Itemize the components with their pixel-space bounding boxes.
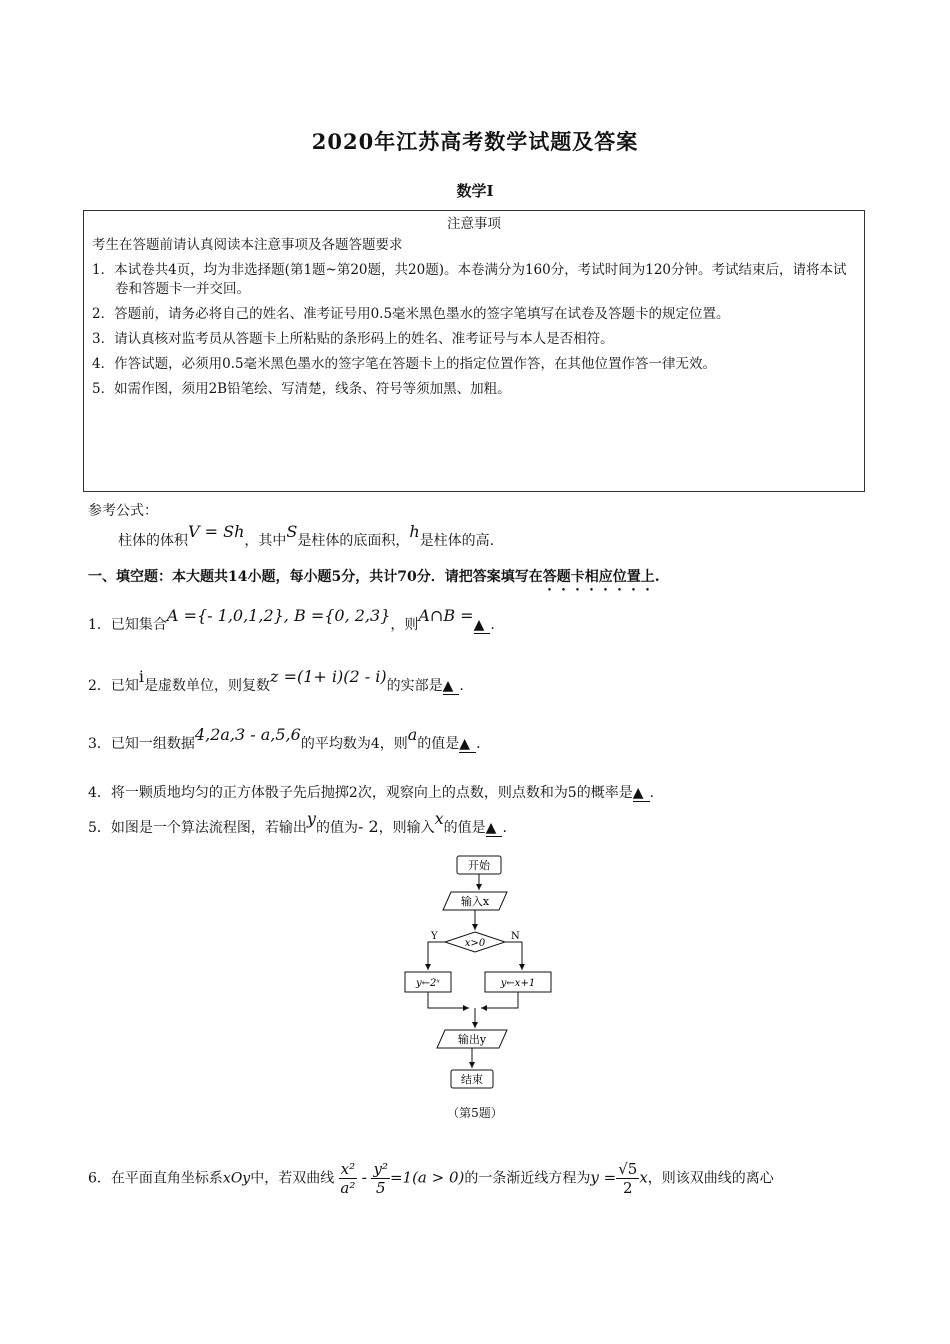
q6-frac2-den: 5: [375, 1179, 386, 1197]
question-3: [88, 725, 481, 753]
q1-blank[interactable]: ▲: [474, 617, 491, 634]
q2-pre: 2．已知: [88, 678, 139, 694]
notice-heading: 注意事项: [447, 216, 501, 232]
q4-text: 4．将一颗质地均匀的正方体骰子先后抛掷2次，观察向上的点数，则点数和为5的概率是: [88, 785, 633, 801]
q1-math2: A∩B =: [418, 606, 474, 625]
q2-i-symbol: i: [138, 667, 145, 686]
q6-y-eq: y =: [590, 1168, 617, 1187]
question-1: [88, 606, 495, 634]
q6-mid: 中，若双曲线: [250, 1170, 335, 1187]
notice-list: [84, 261, 864, 399]
q2-post: 的实部是: [386, 678, 443, 694]
q2-end: .: [459, 678, 464, 694]
flow-no-label: N: [511, 931, 520, 942]
formula-line: [118, 522, 495, 550]
question-6: [88, 1160, 774, 1197]
formula-s-symbol: S: [286, 522, 298, 541]
notice-item: 5．如需作图，须用2B铅笔绘、写清楚，线条、符号等须加黑、加粗。: [92, 381, 511, 397]
q3-a-symbol: a: [407, 725, 418, 744]
flow-input-label: 输入x: [460, 895, 490, 908]
q6-eq: =1(a > 0): [389, 1168, 465, 1187]
formula-mid1: ，其中: [244, 533, 287, 549]
notice-item: 4．作答试题，必须用0.5毫米黑色墨水的签字笔在答题卡上的指定位置作答，在其他位置作答一律无效。: [92, 356, 717, 372]
q2-mid: 是虚数单位，则复数: [144, 678, 271, 694]
flow-decision-label: x>0: [464, 938, 486, 949]
q6-fraction-y: [371, 1160, 390, 1197]
q6-frac2-num: y²: [373, 1160, 388, 1178]
q3-blank[interactable]: ▲: [459, 736, 476, 753]
formula-pre: 柱体的体积: [118, 533, 188, 549]
notice-box: [83, 210, 865, 492]
q6-mid2: 的一条渐近线方程为: [464, 1170, 591, 1187]
algorithm-flowchart: [395, 850, 565, 1095]
q3-mid: 的平均数为4，则: [300, 736, 408, 752]
q6-frac3-num: √5: [618, 1160, 638, 1178]
q6-pre: 6．在平面直角坐标系: [88, 1170, 223, 1187]
q4-blank[interactable]: ▲: [633, 785, 650, 802]
question-2: [88, 667, 464, 695]
q3-pre: 3．已知一组数据: [88, 736, 195, 752]
q3-post: 的值是: [417, 736, 460, 752]
q1-end: .: [490, 617, 495, 633]
q5-pre: 5．如图是一个算法流程图，若输出: [88, 820, 307, 836]
page-subtitle: 数学Ⅰ: [456, 182, 494, 200]
q2-blank[interactable]: ▲: [443, 678, 460, 695]
flow-output-label: 输出y: [457, 1033, 487, 1046]
q6-fraction-sqrt: [616, 1160, 639, 1197]
q6-minus: -: [361, 1167, 368, 1187]
q5-end: .: [502, 820, 507, 836]
q1-pre: 1．已知集合: [88, 617, 167, 633]
notice-item: 3．请认真核对监考员从答题卡上所粘贴的条形码上的姓名、准考证号与本人是否相符。: [92, 331, 614, 347]
formula-h-symbol: h: [409, 522, 420, 541]
q6-coord: xOy: [222, 1170, 251, 1187]
section-head-text: 一、填空题：本大题共14小题，每小题5分，共计70分．请把答案填写在: [88, 569, 543, 585]
q5-value: - 2: [357, 817, 379, 836]
flow-end-label: 结束: [461, 1073, 483, 1086]
flow-yes-label: Y: [431, 931, 438, 942]
section-heading: [88, 566, 660, 594]
figure-caption: （第5题）: [447, 1106, 503, 1120]
formula-label: 参考公式：: [88, 503, 158, 519]
q4-end: .: [649, 785, 654, 801]
q5-x-symbol: x: [434, 809, 444, 828]
q5-blank[interactable]: ▲: [486, 820, 503, 837]
formula-mid2: 是柱体的底面积，: [297, 533, 410, 549]
notice-item: 2．答题前，请务必将自己的姓名、准考证号用0.5毫米黑色墨水的签字笔填写在试卷及答题卡的规定位置。: [92, 306, 730, 322]
q6-post: ，则该双曲线的离心: [647, 1170, 774, 1187]
section-tail: .: [654, 569, 660, 585]
q6-frac1-den: a²: [340, 1179, 356, 1197]
q6-x-symbol: x: [639, 1168, 648, 1187]
q1-math: A ={- 1,0,1,2}, B ={0, 2,3}: [166, 606, 391, 625]
q5-mid: 的值为: [315, 820, 358, 836]
q1-mid: ，则: [390, 617, 419, 633]
q6-fraction-x: [339, 1160, 357, 1197]
flow-right-label: y←x+1: [500, 978, 536, 989]
q6-frac3-den: 2: [622, 1179, 633, 1197]
q3-math: 4,2a,3 - a,5,6: [194, 725, 301, 744]
section-emphasis: 答题卡相应位置上: [542, 569, 655, 585]
q6-frac1-num: x²: [340, 1160, 356, 1178]
q5-y-symbol: y: [306, 809, 316, 828]
q5-post: 的值是: [443, 820, 486, 836]
formula-post: 是柱体的高.: [419, 533, 495, 549]
q2-math: z =(1+ i)(2 - i): [270, 667, 387, 686]
page-title: 2020年江苏高考数学试题及答案: [311, 129, 639, 154]
notice-intro: 考生在答题前请认真阅读本注意事项及各题答题要求: [92, 237, 403, 253]
question-4: [88, 782, 654, 802]
question-5: [88, 809, 507, 837]
q3-end: .: [476, 736, 481, 752]
notice-item: 1．本试卷共4页，均为非选择题(第1题~第20题，共20题)。本卷满分为160分，考试时间为120分钟。考试结束后，请将本试卷和答题卡一并交回。: [92, 262, 847, 297]
flow-left-label: y←2ˣ: [416, 978, 440, 989]
formula-v-expr: V = Sh: [188, 522, 245, 541]
q5-mid2: ，则输入: [378, 820, 435, 836]
flow-start-label: 开始: [468, 859, 490, 872]
